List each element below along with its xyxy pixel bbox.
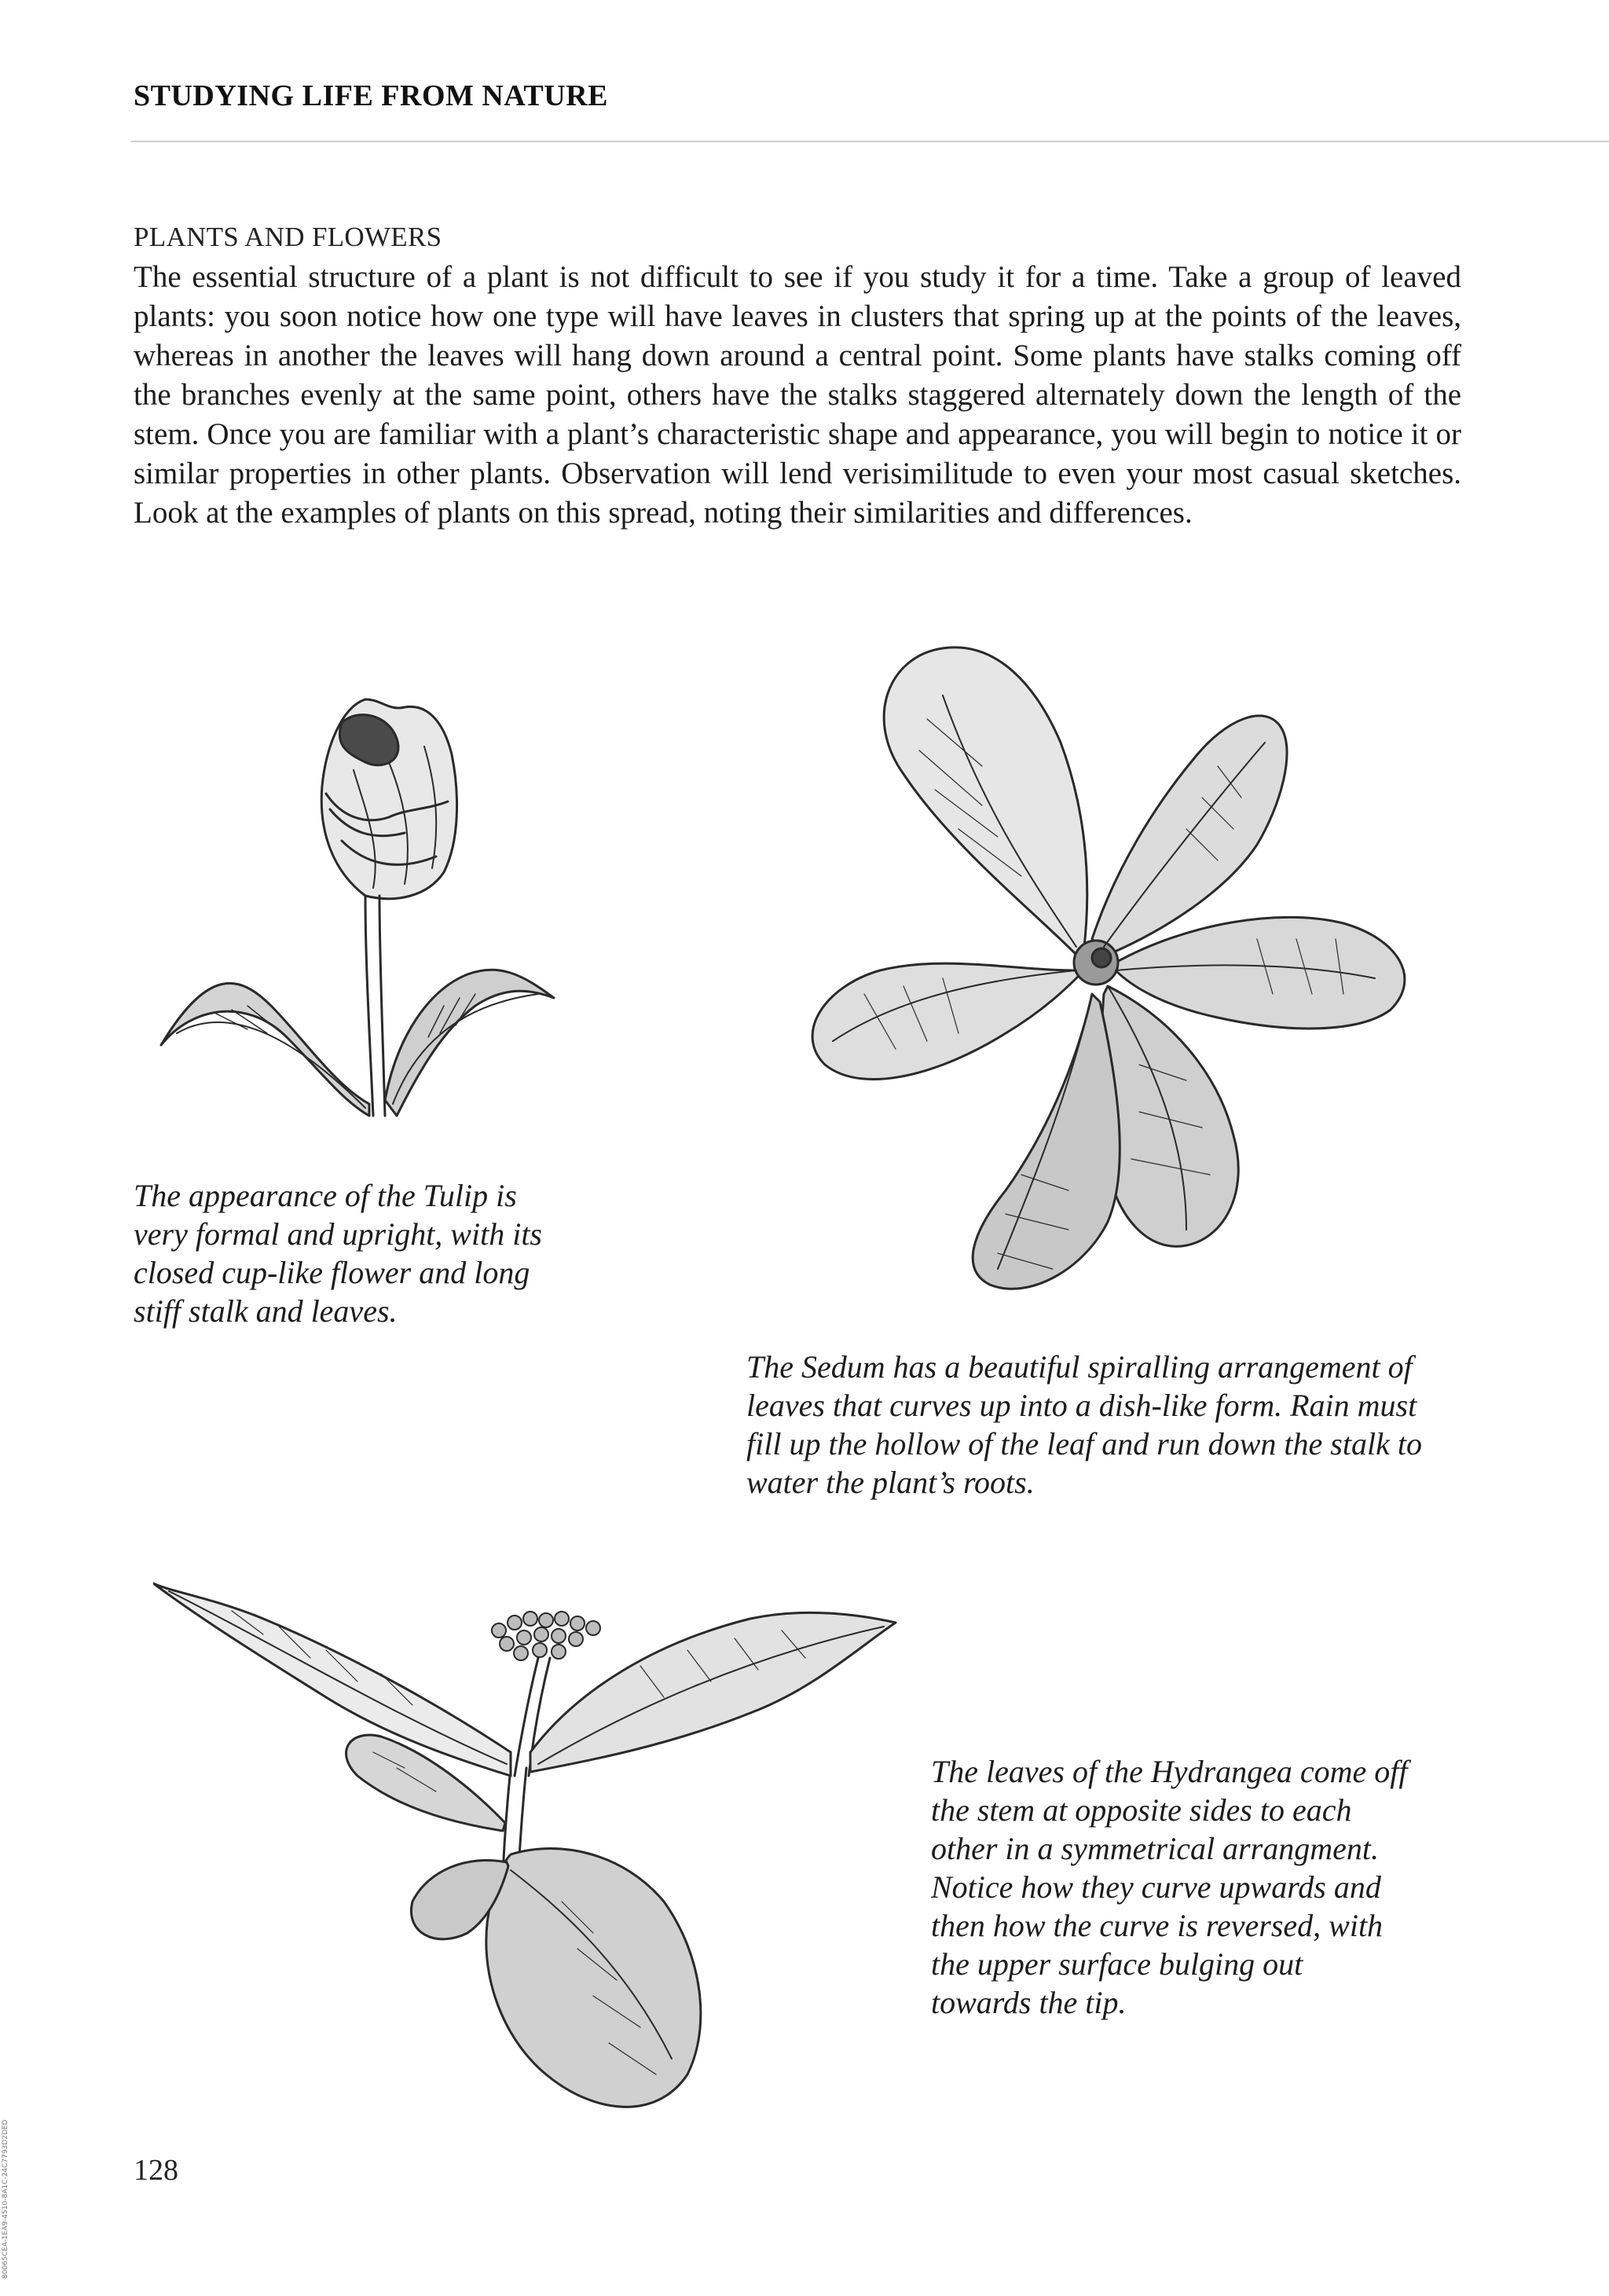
section-title: PLANTS AND FLOWERS (134, 222, 442, 252)
hydrangea-caption: The leaves of the Hydrangea come off the stem at opposite sides to each other in a symmetrical arrangment. Notice how they curve upwards and then how the curve is reversed, with the upper surface bulging out towards the tip. (931, 1754, 1408, 2020)
running-head: STUDYING LIFE FROM NATURE (134, 79, 609, 112)
sedum-illustration (746, 625, 1453, 1332)
sedum-caption: The Sedum has a beautiful spiralling arrangement of leaves that curves up into a dish-like form. Rain must fill up the hollow of the leaf and run down the stalk to water the plant’s roots. (746, 1349, 1422, 1500)
side-code: 80065CEA-1EA9-4510-8A1C-24C7793D2DED (2, 2119, 9, 2279)
tulip-caption: The appearance of the Tulip is very formal and upright, with its closed cup-like flower and long stiff stalk and leaves. (134, 1178, 542, 1329)
body-paragraph: The essential structure of a plant is not difficult to see if you study it for a time. Take a group of leaved plants: you soon notice how one type will have leaves in clusters that spring up at the points of the leaves, whereas in another the leaves will hang down around a central point. Some plants have stalks coming off the branches evenly at the same point, others have the stalks staggered alternately down the length of the stem. Once you are familiar with a plant’s characteristic shape and appearance, you will begin to notice it or similar properties in other plants. Observation will lend verisimilitude to even your most casual sketches. Look at the examples of plants on this spread, noting their similarities and differences. (134, 260, 1461, 530)
header-rule (130, 141, 1609, 142)
tulip-illustration (130, 676, 601, 1147)
page-number: 128 (134, 2154, 178, 2187)
hydrangea-illustration (153, 1572, 1006, 2122)
